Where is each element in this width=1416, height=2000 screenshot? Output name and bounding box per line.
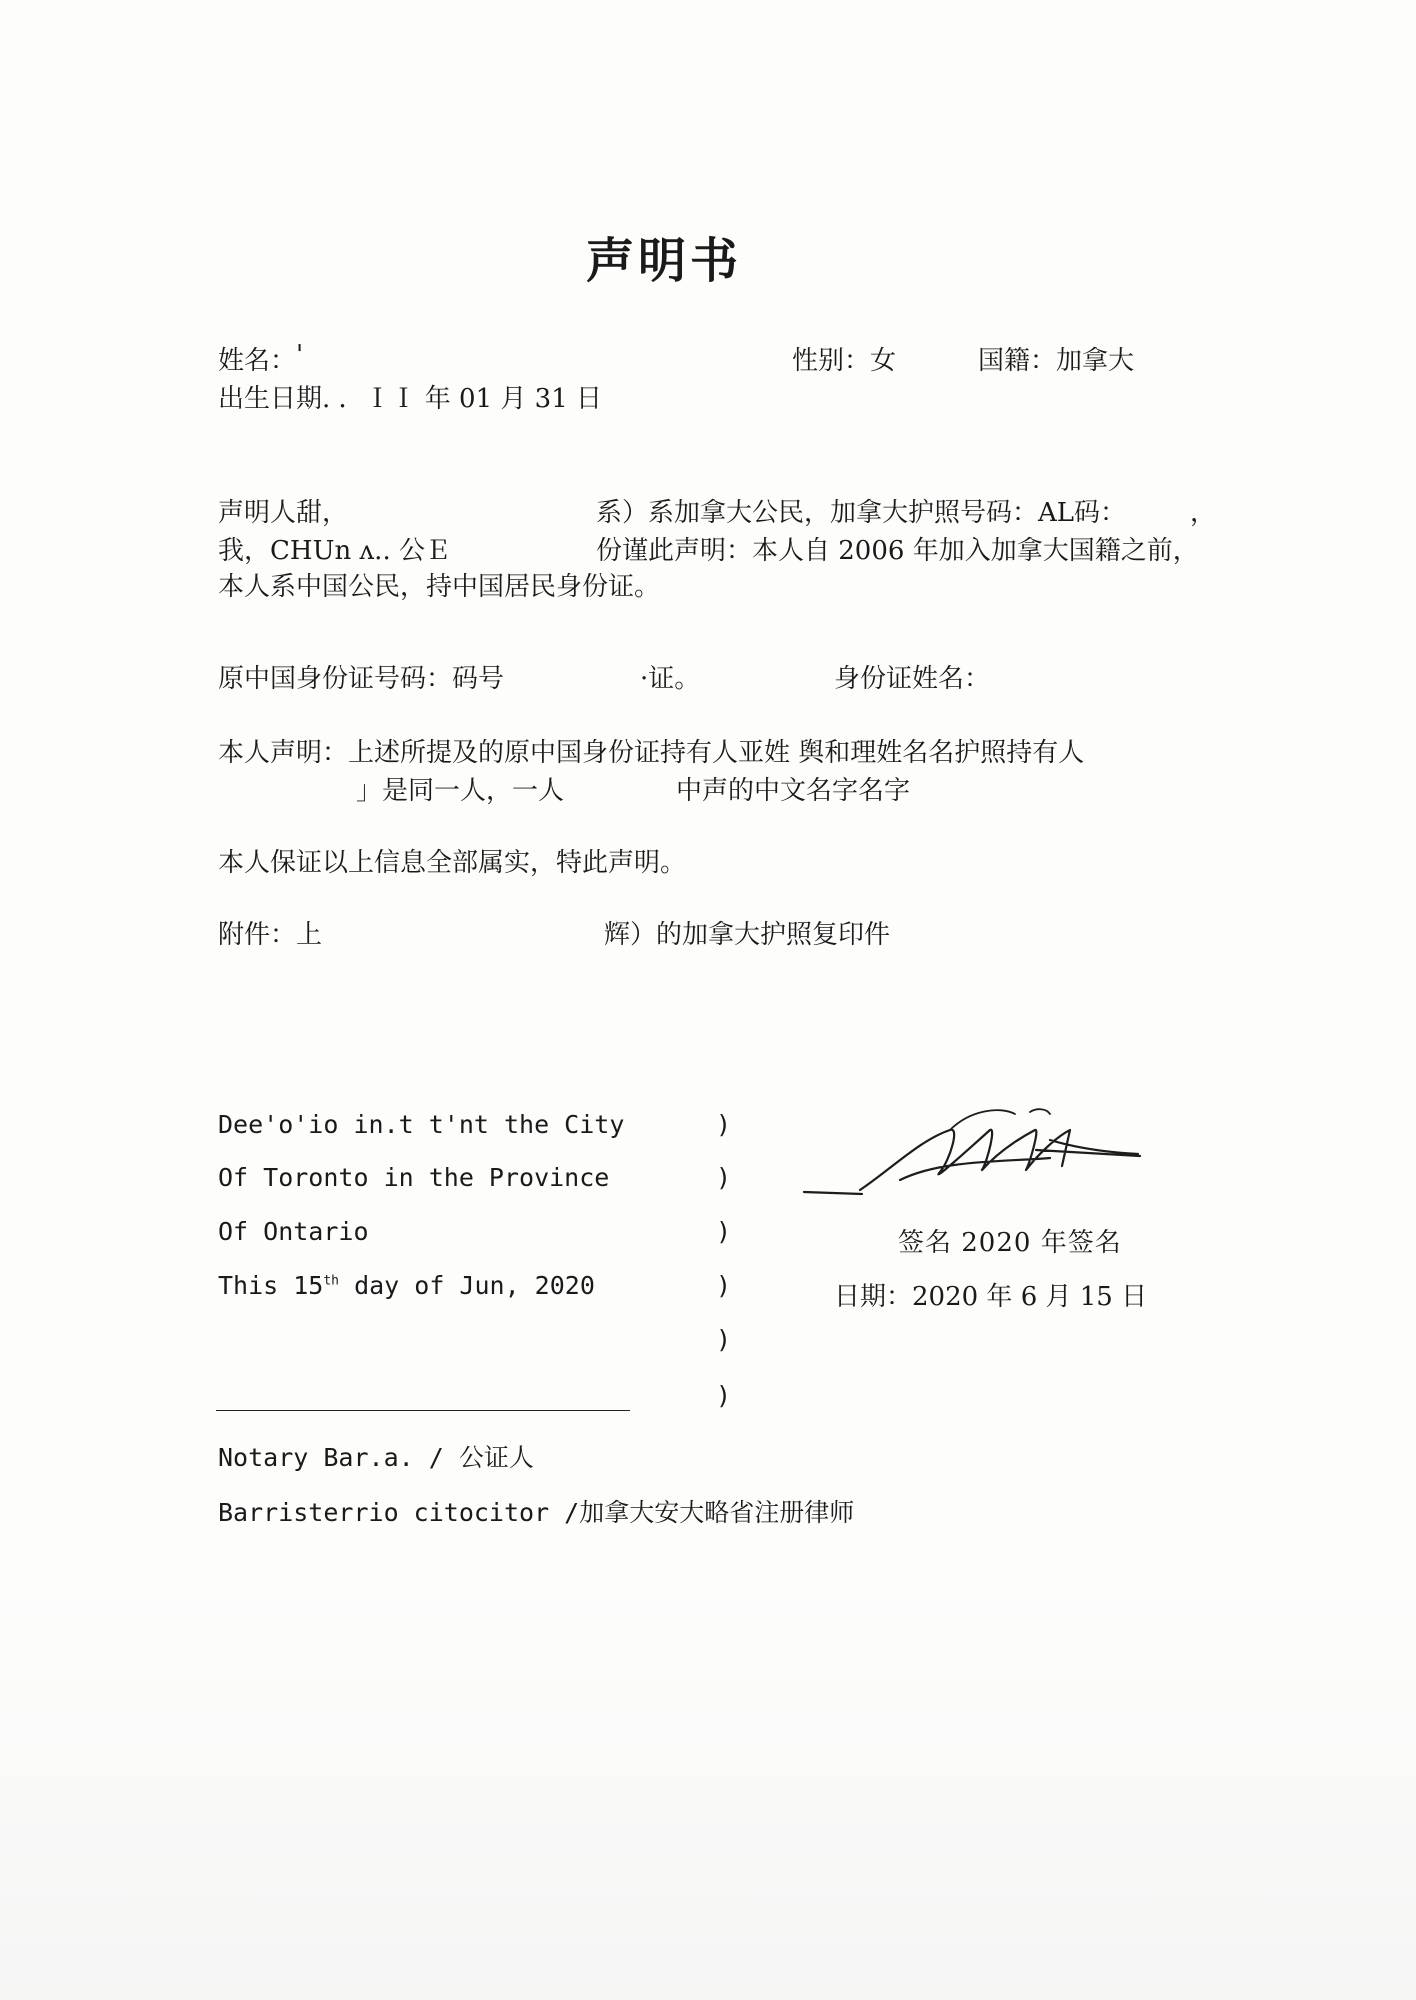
- bracket-5: ): [716, 1325, 732, 1354]
- declarant-line-1c: ，: [1190, 498, 1217, 528]
- handwritten-signature: [800, 1100, 1160, 1210]
- notary-title: Notary Bar.a. / 公证人: [218, 1443, 534, 1472]
- declarant-line-2b: 份谨此声明：本人自 2006 年加入加拿大国籍之前，: [596, 536, 1199, 566]
- notary-line-3: Of Ontario: [218, 1217, 369, 1246]
- signature-caption: 签名 2020 年签名: [898, 1228, 1122, 1258]
- birth-date-field: 出生日期. ．ＩＩ 年 01 月 31 日: [218, 384, 603, 414]
- id-number-suffix: ·证。: [640, 664, 701, 694]
- declarant-line-1a: 声明人甜，: [218, 498, 349, 528]
- declarant-line-3: 本人系中国公民，持中国居民身份证。: [218, 572, 661, 602]
- bracket-2: ): [716, 1163, 732, 1192]
- attachment-label: 附件：上: [218, 920, 323, 950]
- declarant-line-2a: 我，CHUn ᴧ.. 公Ｅ: [218, 536, 451, 566]
- bracket-1: ): [716, 1110, 732, 1139]
- declaration-line-2a: 」是同一人，一人: [356, 776, 565, 806]
- notary-signature-line: [216, 1410, 630, 1411]
- declaration-line-1: 本人声明：上述所提及的原中国身份证持有人亚姓 舆和理姓名名护照持有人: [218, 738, 1085, 768]
- bracket-4: ): [716, 1271, 732, 1300]
- bracket-3: ): [716, 1217, 732, 1246]
- notary-line-4: This 15th day of Jun, 2020: [218, 1271, 595, 1300]
- attachment-description: 辉）的加拿大护照复印件: [604, 920, 891, 950]
- name-value: ': [296, 340, 304, 370]
- id-name-field: 身份证姓名：: [834, 664, 991, 694]
- nationality-field: 国籍：加拿大: [978, 346, 1135, 376]
- gender-field: 性别：女: [792, 346, 897, 376]
- notary-line-1: Dee'o'io in.t t'nt the City: [218, 1110, 625, 1139]
- name-label: 姓名：: [218, 346, 297, 376]
- document-title: 声明书: [586, 233, 743, 289]
- notary-line-2: Of Toronto in the Province: [218, 1163, 610, 1192]
- id-number-field: 原中国身份证号码：码号: [218, 664, 505, 694]
- declarant-line-1b: 系）系加拿大公民，加拿大护照号码：AL码：: [596, 498, 1127, 528]
- scan-shading: [0, 1580, 1416, 2000]
- declaration-line-2b: 中声的中文名字名字: [676, 776, 911, 806]
- guarantee-statement: 本人保证以上信息全部属实，特此声明。: [218, 848, 687, 878]
- notary-barrister: Barristerrio citocitor /加拿大安大略省注册律师: [218, 1498, 855, 1527]
- bracket-6: ): [716, 1381, 732, 1410]
- signature-date: 日期：2020 年 6 月 15 日: [834, 1282, 1148, 1312]
